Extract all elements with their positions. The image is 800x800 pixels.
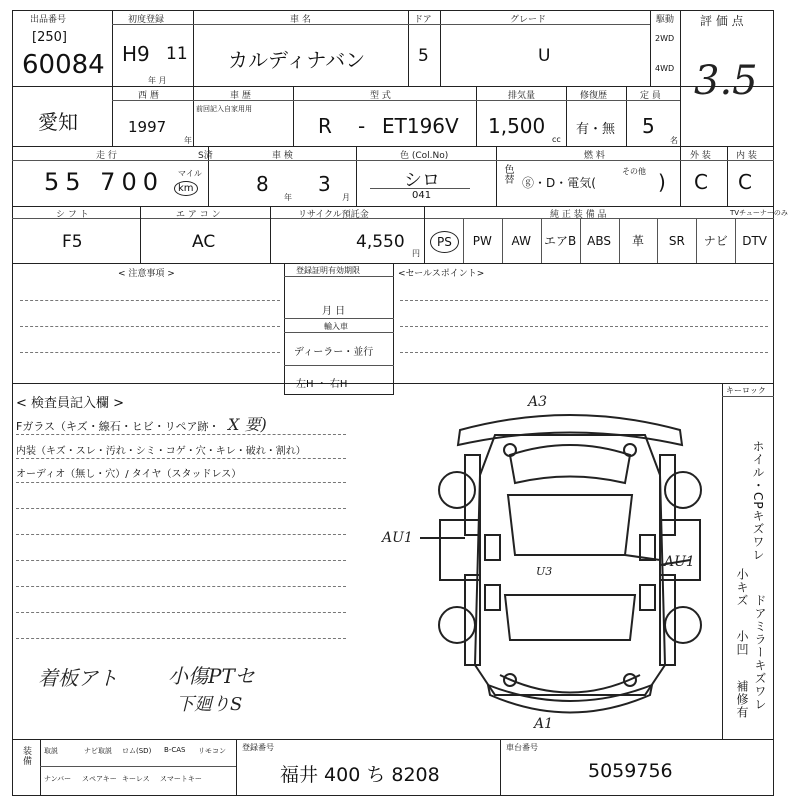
inspector-title: < 検査員記入欄 > [16,396,125,411]
color: シロ [404,170,440,191]
color-divider [370,188,470,189]
footer-item: ナビ取説 [84,747,112,755]
model: ET196V [382,114,459,138]
rec-label: 車 歴 [230,91,251,101]
dotted-line [16,586,346,587]
score-label: 評 価 点 [700,14,744,28]
equip-label: 純 正 装 備 品 [550,210,607,220]
dotted-line [16,638,346,639]
grade: U [538,46,551,66]
sales-label: <セールスポイント> [398,269,485,279]
dotted-line [16,458,346,459]
door-label: ドア [414,15,432,25]
ext: C [694,170,708,194]
mark-top: A3 [528,394,548,410]
dotted-line [20,352,280,353]
inspect-label: 車 検 [272,151,293,161]
cc: 1,500 [488,114,546,138]
dotted-line [400,326,768,327]
int: C [738,170,752,194]
col-line [566,86,567,146]
model-prefix: R [318,114,332,138]
color-no: 041 [412,190,432,201]
drive-4wd: 4WD [655,64,675,73]
doors: 5 [418,46,429,66]
caution-label: < 注意事項 > [118,269,175,279]
handwritten-note-1: 着板アト [38,666,118,690]
interior-line: 内装（キズ・スレ・汚れ・シミ・コゲ・穴・キレ・破れ・割れ） [16,446,306,457]
glass-line: Fガラス（キズ・線石・ヒビ・リペア跡・ [16,420,220,433]
col-line [496,146,497,206]
title-line [284,365,394,366]
name-label: 車 名 [290,15,311,25]
col-line [112,86,113,146]
import-value: ディーラー・並行 [294,347,374,358]
col-line [236,739,237,796]
side-col5: 補修有 [735,680,749,719]
odo: 55 700 [44,168,164,196]
col-line [408,10,409,86]
dotted-line [16,482,346,483]
model-dash: - [358,114,366,138]
lot-number: 60084 [22,50,105,80]
equip-item: ナビ [703,234,728,248]
lot-sub: [250] [32,30,67,45]
footer-item: スペアキー [82,775,117,783]
title-line [284,318,394,319]
equip-item: 革 [631,234,644,248]
fuel: ⓖ・D・電気( [522,176,596,190]
recycle: 4,550 [356,232,405,252]
score: 3.5 [694,58,758,104]
equip-item: SR [668,234,685,248]
ac: AC [192,232,216,252]
mark-right: AU1 [664,554,695,570]
steer-value: 左H ・ 右H [296,379,348,390]
col-line [140,206,141,263]
col-line [193,10,194,86]
recycle-unit: 円 [412,249,420,258]
col-line [356,146,357,206]
col-line [440,10,441,86]
lot-label: 出品番号 [30,15,67,25]
import-label: 輸入車 [324,322,348,331]
int-label: 内 装 [736,151,757,161]
color-label: 色 (Col.No) [400,151,449,161]
side-col1: ホイル・CPキズワレ [751,440,765,562]
glass-mark: X 要) [228,415,267,434]
shift-label: シ フ ト [56,210,89,220]
dotted-line [16,612,346,613]
header-line [12,218,774,219]
key-label: キーロック [726,386,766,395]
audio-line: オーディオ（無し・穴）/ タイヤ（スタッドレス） [16,469,242,480]
dotted-line [16,508,346,509]
rec-sub: 前回記入自家用用 [196,105,252,113]
month-unit: 月 [342,193,350,202]
col-line [626,86,627,146]
color-change: 色替 [502,164,513,184]
footer-item: B-CAS [164,746,186,754]
col-line [680,146,681,206]
title-line [284,332,394,333]
fuel-close: ) [658,170,666,194]
ext-label: 外 装 [690,151,711,161]
tuner-label: TVチューナーのみ [730,209,788,217]
row-line [12,739,774,740]
capacity: 5 [642,114,655,138]
reg-label: 初度登録 [128,15,165,25]
footer-item: リモコン [198,747,226,755]
handwritten-note-3: 下廻りS [176,694,243,715]
fuel-other: その他 [622,167,646,176]
col-line [500,739,501,796]
ac-label: エ ア コ ン [176,210,221,220]
reg-unit: 年 月 [148,76,167,85]
chassis-label: 車台番号 [506,743,538,752]
dotted-line [400,352,768,353]
drive-2wd: 2WD [655,34,675,43]
recycle-label: リサイクル預託金 [298,210,369,220]
col-line [476,86,477,146]
reg-month: 11 [166,44,188,64]
cap-unit: 名 [670,136,678,145]
col-line [722,383,723,739]
equip-item: PW [472,234,492,248]
side-col4: 小凹 [735,630,749,656]
footer-item: ナンバー [44,775,72,783]
mark-center: U3 [536,565,553,578]
row-line [12,146,680,147]
header-line [12,160,774,161]
dotted-line [16,560,346,561]
title-value: 月 日 [322,306,346,317]
inspect-month: 3 [318,172,331,196]
side-col2: ドアミラーキズワレ [753,594,767,711]
footer-item: キーレス [122,775,150,783]
fuel-label: 燃 料 [584,151,605,161]
footer-item: ロム(SD) [122,747,152,755]
odo-label: 走 行 [96,151,117,161]
reg-era: H9 [122,42,150,66]
row-line [12,206,774,207]
col-line [680,10,681,146]
cap-label: 定 員 [640,91,661,101]
mark-bottom: A1 [534,716,554,732]
dotted-line [16,434,346,435]
shift: F5 [62,232,83,252]
dotted-line [400,300,768,301]
equip-item: AW [511,234,531,248]
model-label: 型 式 [370,91,391,101]
year: 1997 [128,118,167,136]
footer-item: スマートキー [160,775,202,783]
title-line [284,276,394,277]
inspect-year: 8 [256,172,269,196]
hist: 有・無 [576,122,616,137]
plate-label: 登録番号 [242,743,274,752]
col-line [112,10,113,86]
row-line [12,86,774,87]
equip-item: DTV [742,234,768,248]
odo-mile: マイル [178,169,202,178]
side-col3: 小キズ [735,568,749,607]
col-line [40,739,41,796]
header-line [722,396,774,397]
year-unit: 年 [184,136,192,145]
year-label: 西 暦 [138,91,159,101]
drive-label: 駆動 [656,15,675,25]
year-unit-2: 年 [284,193,292,202]
equip-item: エアB [544,234,577,248]
odo-unit: km [174,181,198,196]
plate: 福井 400 ち 8208 [280,764,440,786]
hist-label: 修復歴 [580,91,608,101]
footer-mid [40,766,236,767]
dotted-line [20,326,280,327]
handwritten-note-2: 小傷PTセ [168,664,255,688]
chassis: 5059756 [588,760,673,782]
grade-label: グレード [510,15,547,25]
col-line [727,146,728,206]
col-line [193,86,194,146]
col-line [650,10,651,86]
equip-item: PS [430,231,459,253]
dotted-line [16,534,346,535]
smark-label: S済 [198,151,213,161]
col-line [270,206,271,263]
car-name: カルディナバン [228,48,366,72]
cc-unit: cc [552,135,561,144]
equip-item: ABS [587,234,611,248]
header-line [112,24,650,25]
footer-item: 取説 [44,747,58,755]
region: 愛知 [38,110,78,134]
cc-label: 排気量 [508,91,536,101]
title-label: 登録証明有効期限 [296,266,360,275]
col-line [293,86,294,146]
col-line [424,206,425,263]
dotted-line [20,300,280,301]
mark-left: AU1 [382,530,413,546]
footer-equip-label: 装備 [21,746,31,766]
